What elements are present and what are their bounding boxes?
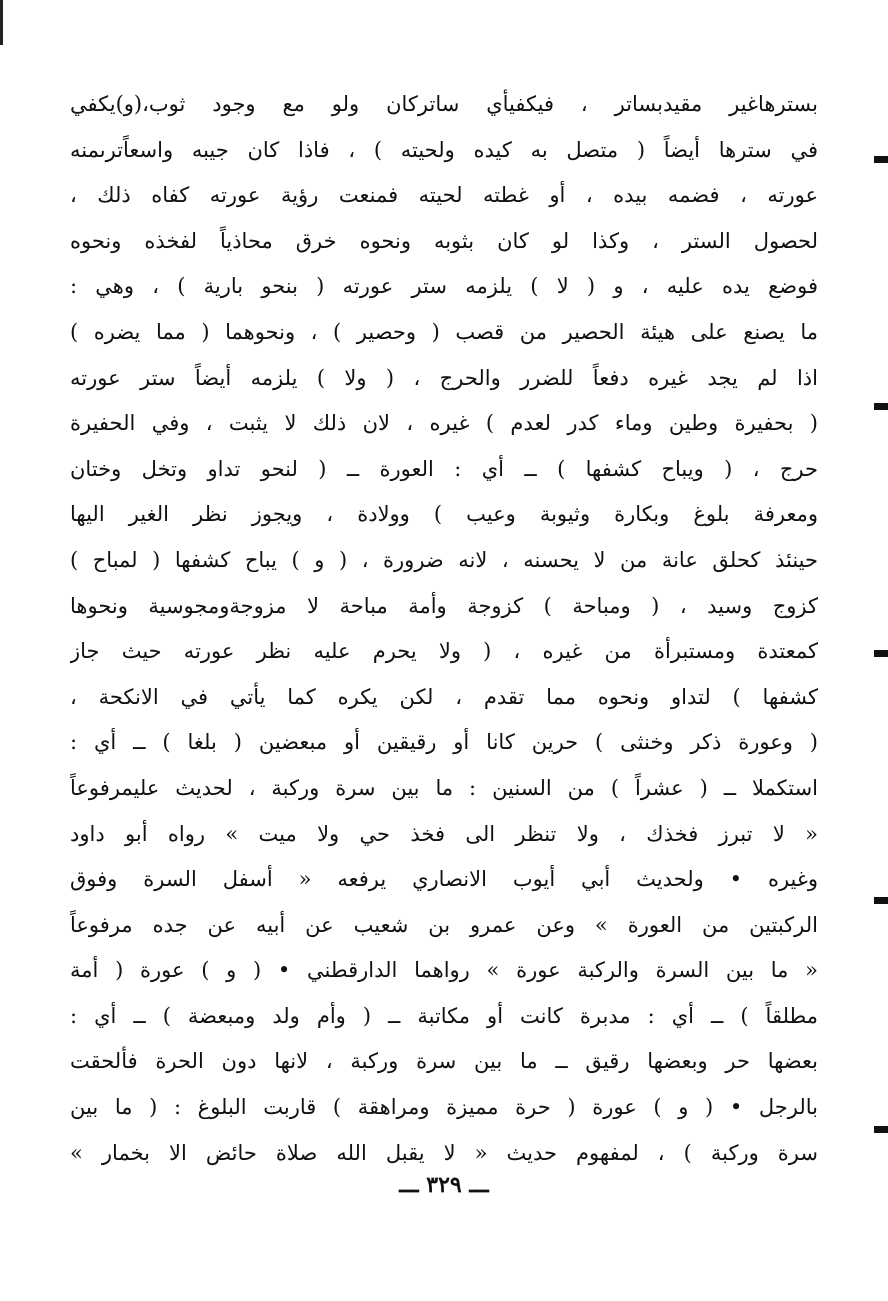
text-line: كزوج وسيد ، ( ومباحة ) كزوجة وأمة مباحة لا مزوجةومجوسية ونحوها — [70, 593, 818, 618]
text-line: فوضع يده عليه ، و ( لا ) يلزمه ستر عورته ( بنحو بارية ) ، وهي : — [70, 274, 818, 299]
text-line: كشفها ) لتداو ونحوه مما تقدم ، لكن يكره كما يأتي في الانكحة ، — [70, 684, 818, 709]
margin-tab-mark — [874, 156, 888, 163]
body-text — [70, 82, 818, 1176]
text-line: استكملا ــ ( عشراً ) من السنين : ما بين سرة وركبة ، لحديث عليمرفوعاً — [70, 775, 818, 800]
text-line: كمعتدة ومستبرأة من غيره ، ( ولا يحرم عليه نظر عورته حيث جاز — [70, 639, 818, 664]
page-number: ـــ ٣٢٩ ـــ — [399, 1172, 489, 1198]
text-line: ما يصنع على هيئة الحصير من قصب ( وحصير ) ، ونحوهما ( مما يضره ) — [70, 319, 818, 344]
margin-tab-mark — [874, 1126, 888, 1133]
text-line: حينئذ كحلق عانة من لا يحسنه ، لانه ضرورة ، ( و ) يباح كشفها ( لمباح ) — [70, 547, 818, 572]
margin-tab-mark — [874, 897, 888, 904]
text-line: مطلقاً ) ــ أي : مدبرة كانت أو مكاتبة ــ ( وأم ولد ومبعضة ) ــ أي : — [70, 1003, 818, 1028]
text-line: سرة وركبة ) ، لمفهوم حديث « لا يقبل الله صلاة حائض الا بخمار » — [70, 1140, 818, 1165]
text-line: عورته ، فضمه بيده ، أو غطته لحيته فمنعت رؤية عورته كفاه ذلك ، — [70, 183, 818, 208]
text-line: ( وعورة ذكر وخنثى ) حرين كانا أو رقيقين أو مبعضين ( بلغا ) ــ أي : — [70, 730, 818, 755]
text-line: بالرجل • ( و ) عورة ( حرة مميزة ومراهقة ) قاربت البلوغ : ( ما بين — [70, 1095, 818, 1120]
text-line: بعضها حر وبعضها رقيق ــ ما بين سرة وركبة ، لانها دون الحرة فألحقت — [70, 1049, 818, 1074]
text-line: « لا تبرز فخذك ، ولا تنظر الى فخذ حي ولا ميت » رواه أبو داود — [70, 821, 818, 846]
text-line: الركبتين من العورة » وعن عمرو بن شعيب عن أبيه عن جده مرفوعاً — [70, 912, 818, 937]
text-line: « ما بين السرة والركبة عورة » رواهما الدارقطني • ( و ) عورة ( أمة — [70, 958, 818, 983]
text-line: في سترها أيضاً ( متصل به كيده ولحيته ) ، فاذا كان جيبه واسعاًترىمنه — [70, 137, 818, 162]
text-line: بسترهاغير مقيدبساتر ، فيكفيأي ساتركان ولو مع وجود ثوب،(و)يكفي — [70, 92, 818, 116]
margin-tab-mark — [874, 650, 888, 657]
margin-tab-mark — [874, 403, 888, 410]
text-line: ( بحفيرة وطين وماء كدر لعدم ) غيره ، لان ذلك لا يثبت ، وفي الحفيرة — [70, 411, 818, 436]
text-line: وغيره • ولحديث أبي أيوب الانصاري يرفعه « أسفل السرة وفوق — [70, 867, 818, 892]
text-line: ومعرفة بلوغ وبكارة وثيوبة وعيب ) وولادة ، ويجوز نظر الغير اليها — [70, 502, 818, 527]
binding-edge-line — [0, 0, 3, 45]
text-line: لحصول الستر ، وكذا لو كان بثوبه ونحوه خرق محاذياً لفخذه ونحوه — [70, 228, 818, 253]
text-line: اذا لم يجد غيره دفعاً للضرر والحرج ، ( ولا ) يلزمه أيضاً ستر عورته — [70, 365, 818, 390]
text-line: حرج ، ( ويباح كشفها ) ــ أي : العورة ــ ( لنحو تداو وتخل وختان — [70, 456, 818, 481]
